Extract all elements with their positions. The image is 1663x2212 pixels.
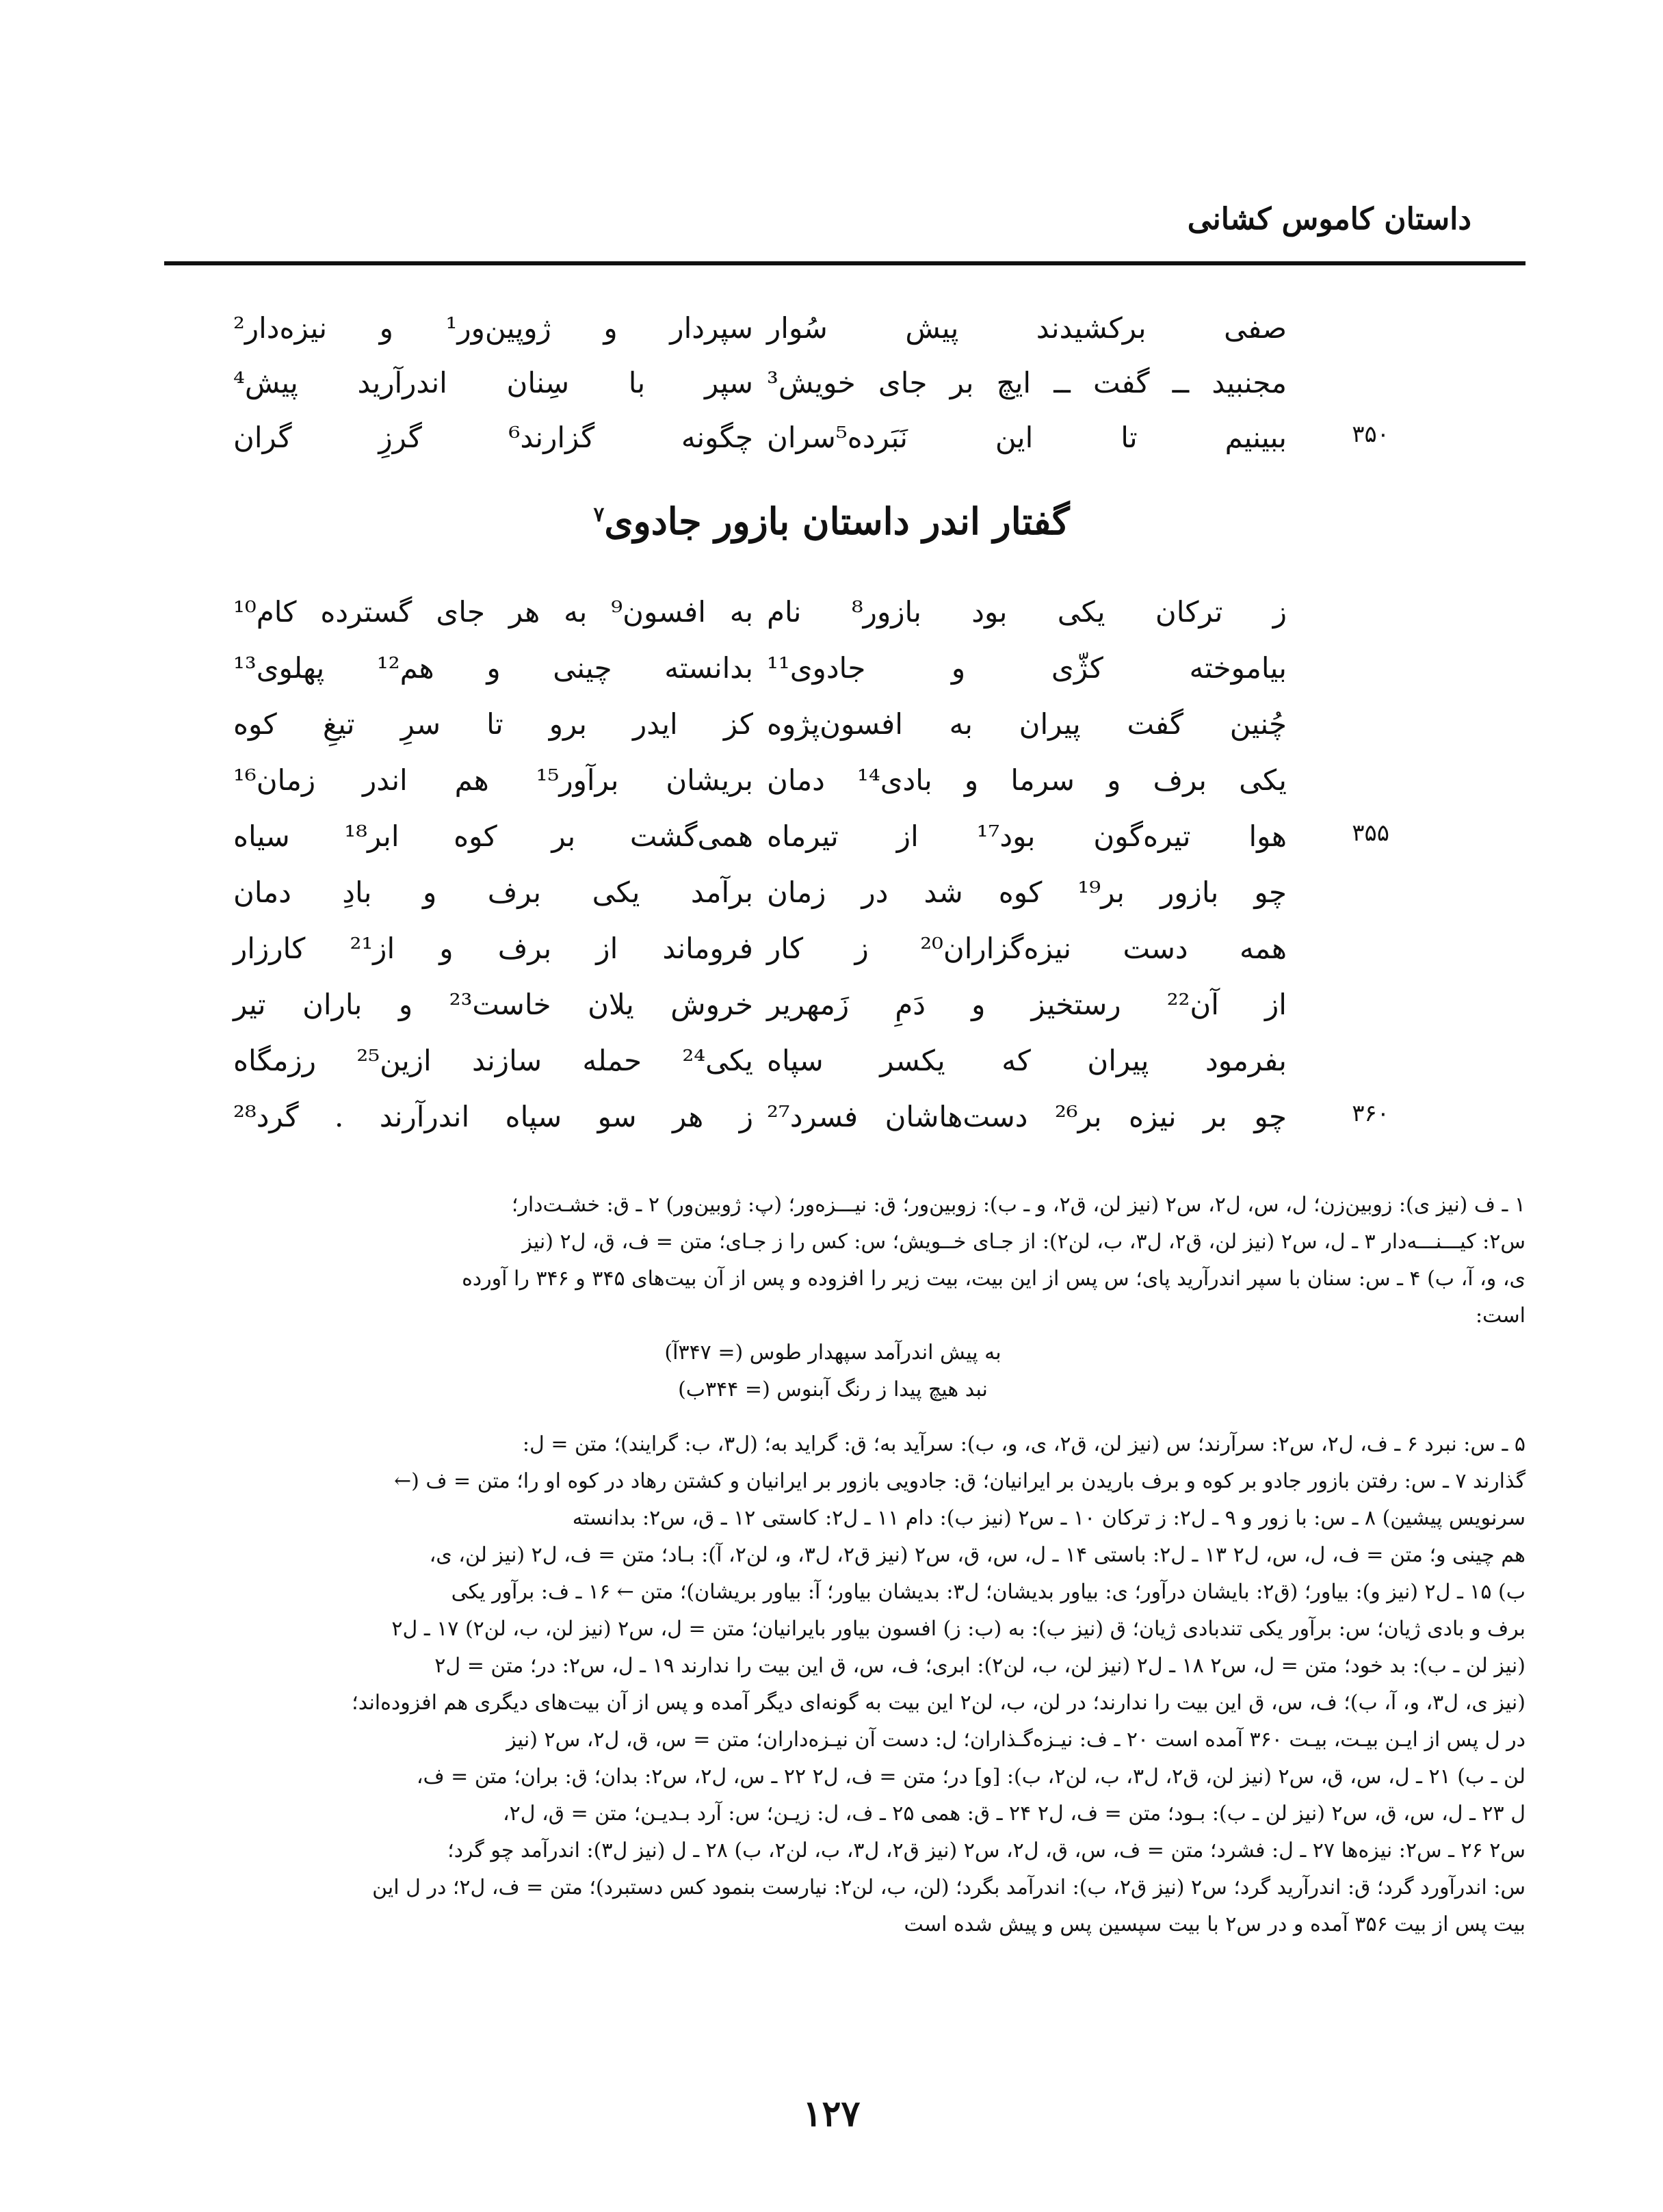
line-number: ۳۶۰ [1352, 1100, 1389, 1127]
hemistich-left: بریشان برآور¹⁵ هم اندر زمان¹⁶ [233, 763, 753, 797]
hemistich-left: به افسون⁹ به هر جای گسترده کام¹⁰ [233, 595, 754, 629]
verse-row [0, 421, 1663, 475]
verse-row [0, 366, 1663, 421]
hemistich-left: سپر با سِنان اندرآرید پیش⁴ [233, 366, 753, 399]
footnotes [140, 1187, 1525, 1943]
section-title-footnote-ref: ۷ [593, 503, 605, 527]
hemistich-right: هوا تیره‌گون بود¹⁷ از تیرماه [767, 819, 1287, 853]
hemistich-left: همی‌گشت بر کوه ابر¹⁸ سیاه [233, 819, 753, 853]
footnote-line: س۲ ۲۶ ـ س۲: نیزه‌ها ۲۷ ـ ل: فشرد؛ متن = ف، س، ق، ل۲، س۲ (نیز ق۲، ل۳، ب، لن۲، ب) ۲۸ ـ ل (نیز ل۳): اندرآمد چو گرد؛ [447, 1839, 1525, 1862]
footnote-line: ی، و، آ، ب) ۴ ـ س: سنان با سپر اندرآرید پای؛ س پس از این بیت، بیت زیر را افزوده و پس از آن بیت‌های ۳۴۵ و ۳۴۶ را آورده [462, 1267, 1525, 1291]
line-number: ۳۵۵ [1352, 819, 1389, 847]
footnote-line: س: اندرآورد گرد؛ ق: اندرآرید گرد؛ س۲ (نیز ق۲، ب): اندرآمد بگرد؛ (لن، ب، لن۲: نیارست بنمود کس دستبرد)؛ متن = ف، ل۲؛ در ل این [372, 1875, 1525, 1899]
hemistich-left: بدانسته چینی و هم¹² پهلوی¹³ [233, 651, 753, 685]
running-head: داستان کاموس کشانی [1187, 202, 1471, 237]
footnote-quoted-verse: به پیش اندرآمد سپهدار طوس (= ۳۴۷آ) [664, 1341, 1001, 1365]
footnote-line: لن ـ ب) ۲۱ ـ ل، س، ق، س۲ (نیز لن، ق۲، ل۳، ب، لن۲، ب): [و] در؛ متن = ف، ل۲ ۲۲ ـ س، ل۲، س۲: بدان؛ ق: بران؛ متن = ف، [416, 1765, 1525, 1789]
section-title [0, 499, 1663, 543]
verse-row [0, 988, 1663, 1042]
verse-row [0, 875, 1663, 930]
hemistich-left: ز هر سو سپاه اندرآرند . گرد²⁸ [233, 1100, 753, 1133]
hemistich-left: فروماند از برف و از²¹ کارزار [233, 932, 753, 965]
footnote-line: گذارند ۷ ـ س: رفتن بازور جادو بر کوه و برف باریدن بر ایرانیان؛ ق: جادویی بازور بر ایرانیان و کشتن رهاد در کوه او را؛ متن = ف (← [394, 1469, 1525, 1493]
footnote-line: هم چینی و؛ متن = ف، ل، س، ل۲ ۱۳ ـ ل۲: باستی ۱۴ ـ ل، س، ق، س۲ (نیز ق۲، ل۳، و، لن۲، آ): بـاد؛ متن = ف، ل۲ (نیز لن، ی، [429, 1543, 1525, 1567]
section-title-text: گفتار اندر داستان بازور جادوی [604, 499, 1070, 543]
hemistich-right: از آن²² رستخیز و دَمِ زَمهریر [767, 988, 1287, 1021]
line-number: ۳۵۰ [1352, 421, 1389, 448]
page-number: ۱۲۷ [802, 2093, 861, 2135]
footnote-line: ۵ ـ س: نبرد ۶ ـ ف، ل۲، س۲: سرآرند؛ س (نیز لن، ق۲، ی، و، ب): سرآید به؛ ق: گراید به؛ (ل۳، ب: گرایند)؛ متن = ل: [522, 1432, 1525, 1456]
footnote-line: سرنویس پیشین) ۸ ـ س: با زور و ۹ ـ ل۲: ز ترکان ۱۰ ـ س۲ (نیز ب): دام ۱۱ ـ ل۲: کاستی ۱۲ ـ ق، س۲: بدانسته [572, 1506, 1525, 1530]
footnote-line: است: [1475, 1304, 1525, 1328]
verse-row [0, 707, 1663, 762]
hemistich-left: برآمد یکی برف و بادِ دمان [233, 875, 753, 909]
hemistich-right: همه دست نیزه‌گزاران²⁰ ز کار [767, 932, 1287, 965]
footnote-line: بیت پس از بیت ۳۵۶ آمده و در س۲ با بیت سپسین پس و پیش شده است [904, 1912, 1525, 1936]
hemistich-right: چو بازور بر¹⁹ کوه شد در زمان [767, 875, 1287, 909]
verse-row [0, 1044, 1663, 1098]
hemistich-left: چگونه گزارند⁶ گرزِ گران [233, 421, 753, 454]
hemistich-right: صفی برکشیدند پیش سُوار [767, 311, 1287, 345]
footnote-gap [140, 1408, 1525, 1426]
footnote-line: (نیز لن ـ ب): بد خود؛ متن = ل، س۲ ۱۸ ـ ل۲ (نیز لن، ب، لن۲): ابری؛ ف، س، ق این بیت را ندارند ۱۹ ـ ل، س۲: در؛ متن = ل۲ [434, 1654, 1525, 1678]
footnote-line: ل ۲۳ ـ ل، س، ق، س۲ (نیز لن ـ ب): بـود؛ متن = ف، ل۲ ۲۴ ـ ق: همی ۲۵ ـ ف، ل: زیـن؛ س: آرد بـدیـن؛ متن = ق، ل۲، [502, 1802, 1525, 1826]
hemistich-right: مجنبید ــ گفت ــ ایچ بر جای خویش³ [767, 366, 1287, 399]
verse-row [0, 595, 1663, 650]
hemistich-right: بیاموخته کژّی و جادوی¹¹ [767, 651, 1287, 685]
footnote-line: در ل پس از ایـن بیـت، بیـت ۳۶۰ آمده است ۲۰ ـ ف: نیـزه‌گـذاران؛ ل: دست آن نیـزه‌داران؛ متن = س، ق، ل۲، س۲ (نیز [506, 1728, 1525, 1752]
hemistich-left: خروش یلان خاست²³ و باران تیر [233, 988, 753, 1021]
footnote-line: برف و بادی ژیان؛ س: برآور یکی تندبادی ژیان؛ ق (نیز ب): به (ب: ز) افسون بیاور بایرانیان؛ متن = ل، س۲ (نیز لن، ب، لن۲) ۱۷ ـ ل۲ [391, 1617, 1525, 1641]
hemistich-right: چو بر نیزه بر²⁶ دست‌هاشان فسرد²⁷ [767, 1100, 1287, 1133]
verse-row [0, 932, 1663, 986]
hemistich-left: یکی²⁴ حمله سازند ازین²⁵ رزمگاه [233, 1044, 753, 1077]
hemistich-left: کز ایدر برو تا سرِ تیغِ کوه [233, 707, 753, 741]
footnote-quoted-verse: نبد هیچ پیدا ز رنگ آبنوس (= ۳۴۴ب) [678, 1378, 988, 1401]
hemistich-right: ببینیم تا این نَبَرده⁵سران [767, 421, 1287, 454]
footnote-line: س۲: کیـــنـــه‌دار ۳ ـ ل، س۲ (نیز لن، ق۲، ل۳، ب، لن۲): از جـای خــویش؛ س: کس را ز جـای؛ متن = ف، ق، ل۲ (نیز [522, 1230, 1525, 1254]
footnote-line: ۱ ـ ف (نیز ی): زوبین‌زن؛ ل، س، ل۲، س۲ (نیز لن، ق۲، و ـ ب): زوبین‌ور؛ ق: نیـــزه‌ور؛ (پ: ژوبین‌ور) ۲ ـ ق: خشـت‌دار؛ [511, 1193, 1525, 1217]
verse-row [0, 819, 1663, 874]
hemistich-left: سپردار و ژوپین‌ور¹ و نیزه‌دار² [233, 311, 753, 345]
verse-row [0, 311, 1663, 366]
hemistich-right: ز ترکان یکی بود بازور⁸ نام [767, 595, 1287, 629]
footnote-line: ب) ۱۵ ـ ل۲ (نیز و): بیاور؛ (ق۲: بایشان درآور؛ ی: بیاور بدیشان؛ ل۳: بدیشان بیاور؛ آ: بیاور بریشان)؛ متن ← ۱۶ ـ ف: برآور یکی [451, 1580, 1525, 1604]
hemistich-right: یکی برف و سرما و بادی¹⁴ دمان [767, 763, 1287, 797]
footnote-line: (نیز ی، ل۳، و، آ، ب)؛ ف، س، ق این بیت را ندارند؛ در لن، ب، لن۲ این بیت به گونه‌ای دیگر آمده و پس از آن بیت‌های دیگری هم افزوده‌اند؛ [352, 1691, 1525, 1715]
verse-row [0, 1100, 1663, 1155]
hemistich-right: چُنین گفت پیران به افسون‌پژوه [767, 707, 1287, 741]
verse-row [0, 763, 1663, 818]
header-rule [164, 261, 1525, 265]
verse-row [0, 651, 1663, 706]
hemistich-right: بفرمود پیران که یکسر سپاه [767, 1044, 1287, 1077]
